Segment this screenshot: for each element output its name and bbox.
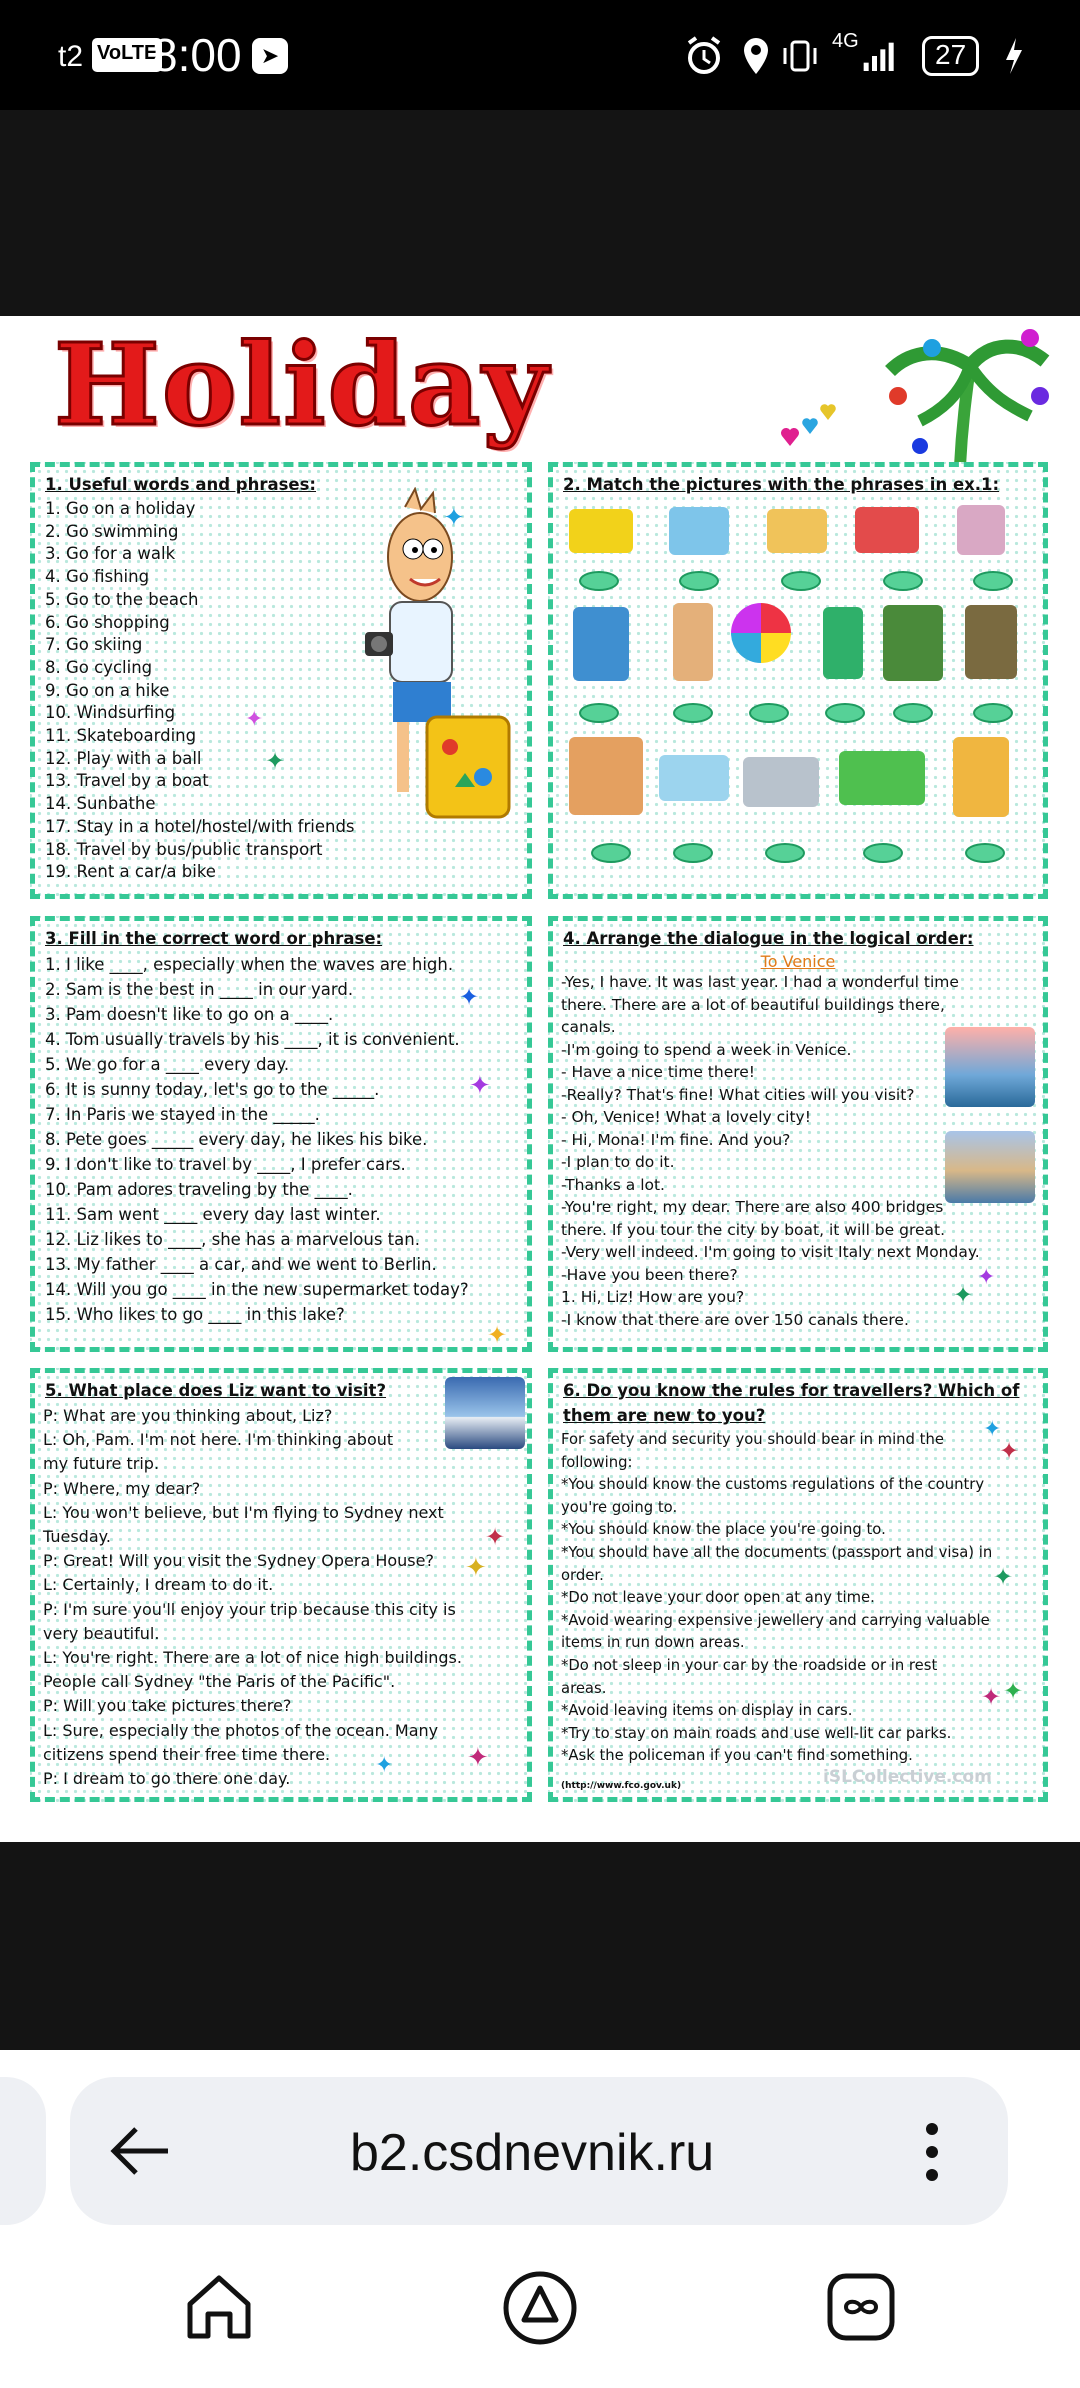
answer-oval[interactable] xyxy=(781,571,821,591)
tourist-illustration xyxy=(335,487,515,847)
answer-oval[interactable] xyxy=(863,843,903,863)
sunbathing-picture xyxy=(569,737,643,815)
alarm-icon xyxy=(684,34,724,78)
walking-picture xyxy=(673,603,713,681)
list-item: 14. Sunbathe xyxy=(45,794,156,814)
ball-picture xyxy=(731,603,791,663)
venice-bridge-photo xyxy=(945,1131,1035,1203)
answer-oval[interactable] xyxy=(591,843,631,863)
palm-tree-decoration xyxy=(880,326,1060,466)
list-item: 11. Skateboarding xyxy=(45,726,197,746)
list-item: 8. Pete goes _____ every day, he likes his bike. xyxy=(45,1130,428,1149)
dialogue-line: L: Oh, Pam. I'm not here. I'm thinking about xyxy=(43,1430,394,1450)
list-item: 1. I like ____, especially when the waves are high. xyxy=(45,955,454,974)
vibrate-icon xyxy=(780,34,820,78)
list-item: 13. My father ____ a car, and we went to Berlin. xyxy=(45,1255,437,1274)
rule-line: items in run down areas. xyxy=(561,1634,745,1652)
answer-oval[interactable] xyxy=(673,703,713,723)
dialogue-line: Tuesday. xyxy=(43,1527,111,1547)
dialogue-line: P: I dream to go there one day. xyxy=(43,1769,291,1789)
location-icon xyxy=(736,34,776,78)
boat-picture xyxy=(573,607,629,681)
list-item: 3. Pam doesn't like to go on a ____. xyxy=(45,1005,334,1024)
skateboarding-picture xyxy=(953,737,1009,817)
dialogue-line: - Have a nice time there! xyxy=(561,1063,756,1081)
worksheet-image[interactable] xyxy=(0,316,1080,1842)
dialogue-line: - Hi, Mona! I'm fine. And you? xyxy=(561,1130,791,1149)
list-item: 12. Liz likes to ____, she has a marvelous tan. xyxy=(45,1230,420,1249)
rule-line: *Try to stay on main roads and use well-lit car parks. xyxy=(561,1724,952,1742)
answer-oval[interactable] xyxy=(973,703,1013,723)
dialogue-line: -Yes, I have. It was last year. I had a wonderful time xyxy=(561,973,959,991)
answer-oval[interactable] xyxy=(579,571,619,591)
dialogue-line: L: Certainly, I dream to do it. xyxy=(43,1575,274,1595)
carrier-label: t2 xyxy=(58,40,84,73)
list-item: 6. It is sunny today, let's go to the _____. xyxy=(45,1080,380,1099)
rule-line: *You should have all the documents (passport and visa) in xyxy=(561,1543,993,1561)
source-link: (http://www.fco.gov.uk) xyxy=(561,1781,682,1791)
list-item: 8. Go cycling xyxy=(45,657,153,677)
sparkle-decoration: ✦ xyxy=(469,1071,491,1101)
section-traveller-rules xyxy=(548,1368,1048,1802)
list-item: 12. Play with a ball xyxy=(45,748,202,768)
list-item: 7. Go skiing xyxy=(45,635,143,655)
swimmer-picture xyxy=(659,755,729,801)
sparkle-decoration: ✦ xyxy=(467,1743,489,1773)
dialogue-line: -I'm going to spend a week in Venice. xyxy=(561,1040,852,1059)
sparkle-decoration: ✦ xyxy=(981,1683,1002,1711)
back-arrow-icon[interactable] xyxy=(108,2123,172,2179)
sparkle-decoration: ✦ xyxy=(245,707,264,732)
section-match-pictures xyxy=(548,462,1048,899)
home-icon[interactable] xyxy=(182,2270,256,2344)
previous-tab-edge[interactable] xyxy=(0,2077,46,2225)
list-item: 4. Go fishing xyxy=(45,567,150,587)
shopping-cart-picture xyxy=(743,757,819,807)
section-useful-words xyxy=(30,462,532,899)
answer-oval[interactable] xyxy=(825,703,865,723)
list-item: 19. Rent a car/a bike xyxy=(45,862,216,882)
fishing-picture xyxy=(883,605,943,681)
rule-line: order. xyxy=(561,1566,604,1584)
section-5-heading: 5. What place does Liz want to visit? xyxy=(45,1381,387,1400)
sparkle-decoration: ✦ xyxy=(465,1553,487,1583)
network-type-label: 4G xyxy=(832,30,859,52)
list-item: 2. Sam is the best in ____ in our yard. xyxy=(45,980,354,999)
dialogue-line: there. There are a lot of beautiful buildings there, xyxy=(561,995,945,1014)
sparkle-decoration: ✦ xyxy=(999,1437,1020,1465)
beach-picture xyxy=(767,509,827,553)
list-item: 18. Travel by bus/public transport xyxy=(45,839,323,859)
dialogue-line: -Very well indeed. I'm going to visit Italy next Monday. xyxy=(561,1243,980,1261)
browser-bottom-bar xyxy=(0,2050,1080,2388)
dialogue-line: L: You won't believe, but I'm flying to Sydney next xyxy=(43,1502,444,1522)
dialogue-line: -Really? That's fine! What cities will you visit? xyxy=(561,1085,915,1104)
answer-oval[interactable] xyxy=(765,843,805,863)
sparkle-decoration: ✦ xyxy=(485,1523,506,1551)
sparkle-decoration: ✦ xyxy=(265,747,286,775)
dialogue-line: P: What are you thinking about, Liz? xyxy=(43,1406,333,1425)
list-item: 1. Go on a holiday xyxy=(45,499,196,518)
list-item: 5. We go for a ____ every day. xyxy=(45,1055,290,1074)
rule-line: *Avoid wearing expensive jewellery and carrying valuable xyxy=(561,1611,990,1629)
list-item: 10. Pam adores traveling by the ____. xyxy=(45,1180,353,1199)
list-item: 5. Go to the beach xyxy=(45,589,199,609)
section-2-heading: 2. Match the pictures with the phrases in ex.1: xyxy=(563,475,1000,494)
dialogue-line: 1. Hi, Liz! How are you? xyxy=(561,1288,745,1306)
section-4-heading: 4. Arrange the dialogue in the logical order: xyxy=(563,929,974,948)
sparkle-decoration: ✦ xyxy=(1003,1677,1024,1705)
telegram-notification-icon: ➤ xyxy=(252,38,288,74)
dialogue-line: People call Sydney "the Paris of the Pacific". xyxy=(43,1672,396,1692)
answer-oval[interactable] xyxy=(579,703,619,723)
answer-oval[interactable] xyxy=(893,703,933,723)
list-item: 11. Sam went ____ every day last winter. xyxy=(45,1205,381,1224)
rule-line: *Do not leave your door open at any time. xyxy=(561,1589,875,1607)
dialogue-line: citizens spend their free time there. xyxy=(43,1744,331,1764)
rule-line: For safety and security you should bear in mind the xyxy=(561,1431,944,1448)
dialogue-line: P: Great! Will you visit the Sydney Opera House? xyxy=(43,1551,434,1571)
sparkle-decoration: ✦ xyxy=(443,503,465,533)
answer-oval[interactable] xyxy=(673,843,713,863)
section-arrange-dialogue xyxy=(548,916,1048,1352)
hiking-picture xyxy=(965,605,1017,679)
hearts-decoration xyxy=(780,386,860,466)
charging-icon xyxy=(1002,34,1026,78)
answer-oval[interactable] xyxy=(749,703,789,723)
answer-oval[interactable] xyxy=(679,571,719,591)
dialogue-line: L: You're right. There are a lot of nice high buildings. xyxy=(43,1648,462,1668)
assistant-icon[interactable] xyxy=(502,2270,578,2346)
section-1-heading: 1. Useful words and phrases: xyxy=(45,475,317,494)
dialogue-line: -Have you been there? xyxy=(561,1265,738,1284)
car-picture xyxy=(569,509,633,553)
list-item: 9. Go on a hike xyxy=(45,680,170,700)
bus-picture xyxy=(839,751,925,805)
list-item: 6. Go shopping xyxy=(45,612,170,632)
list-item: 13. Travel by a boat xyxy=(45,771,209,791)
more-options-icon[interactable] xyxy=(922,2119,942,2185)
dialogue-line: -You're right, my dear. There are also 400 bridges xyxy=(561,1198,944,1216)
tabs-icon[interactable] xyxy=(824,2270,898,2344)
hotel-picture xyxy=(855,507,919,553)
list-item: 9. I don't like to travel by ____, I prefer cars. xyxy=(45,1155,406,1174)
list-item: 15. Who likes to go ____ in this lake? xyxy=(45,1305,345,1324)
watermark: iSLCollective.com xyxy=(823,1767,992,1787)
list-item: 7. In Paris we stayed in the _____. xyxy=(45,1105,320,1124)
rule-line: *Do not sleep in your car by the roadside or in rest xyxy=(561,1656,938,1674)
dialogue-line: there. If you tour the city by boat, it will be great. xyxy=(561,1220,946,1239)
rule-line: *Ask the policeman if you can't find something. xyxy=(561,1747,913,1765)
list-item: 2. Go swimming xyxy=(45,521,179,541)
dialogue-line: L: Sure, especially the photos of the ocean. Many xyxy=(43,1720,439,1740)
clock: 8:00 xyxy=(152,29,242,81)
answer-oval[interactable] xyxy=(973,571,1013,591)
swimming-picture xyxy=(823,607,863,679)
sparkle-decoration: ✦ xyxy=(983,1417,1002,1442)
dialogue-line: -I know that there are over 150 canals there. xyxy=(561,1310,909,1329)
dialogue-line: -Thanks a lot. xyxy=(561,1175,665,1194)
sparkle-decoration: ✦ xyxy=(375,1753,394,1778)
dialogue-line: my future trip. xyxy=(43,1454,160,1474)
answer-oval[interactable] xyxy=(965,843,1005,863)
list-item: 17. Stay in a hotel/hostel/with friends xyxy=(45,816,355,836)
rule-line: *Avoid leaving items on display in cars. xyxy=(561,1702,853,1720)
cycling-picture xyxy=(957,505,1005,555)
sparkle-decoration: ✦ xyxy=(977,1265,996,1290)
dialogue-line: P: Where, my dear? xyxy=(43,1478,201,1498)
url-text[interactable]: b2.csdnevnik.ru xyxy=(350,2124,715,2182)
rule-line: you're going to. xyxy=(561,1498,678,1516)
list-item: 4. Tom usually travels by his ____, it is convenient. xyxy=(45,1030,460,1049)
worksheet-title: Holiday xyxy=(54,320,550,451)
battery-level: 27 xyxy=(922,36,979,76)
windsurfing-picture xyxy=(669,507,729,555)
list-item: 10. Windsurfing xyxy=(45,703,176,723)
rule-line: *You should know the customs regulations of the country xyxy=(561,1476,985,1494)
sparkle-decoration: ✦ xyxy=(993,1563,1014,1591)
dialogue-subtitle: To Venice xyxy=(760,952,836,971)
sydney-opera-photo xyxy=(445,1377,525,1449)
dialogue-line: very beautiful. xyxy=(43,1623,160,1643)
rule-line: areas. xyxy=(561,1679,607,1697)
section-fill-in xyxy=(30,916,532,1352)
sparkle-decoration: ✦ xyxy=(487,1321,508,1349)
dialogue-line: P: Will you take pictures there? xyxy=(43,1696,292,1716)
list-item: 14. Will you go ____ in the new supermarket today? xyxy=(45,1280,469,1299)
dialogue-line: - Oh, Venice! What a lovely city! xyxy=(561,1108,811,1126)
sparkle-decoration: ✦ xyxy=(953,1281,974,1309)
address-bar[interactable] xyxy=(70,2077,1008,2225)
sparkle-decoration: ✦ xyxy=(459,983,480,1011)
venice-photo xyxy=(945,1027,1035,1107)
answer-oval[interactable] xyxy=(883,571,923,591)
signal-icon xyxy=(862,34,902,78)
rule-line: following: xyxy=(561,1453,633,1471)
section-6-heading-cont: them are new to you? xyxy=(563,1406,766,1425)
list-item: 3. Go for a walk xyxy=(45,544,176,564)
section-3-heading: 3. Fill in the correct word or phrase: xyxy=(45,929,383,948)
dialogue-line: -I plan to do it. xyxy=(561,1153,675,1171)
volte-badge: VoLTE xyxy=(92,38,162,72)
section-6-heading: 6. Do you know the rules for travellers? Which of xyxy=(563,1381,1020,1400)
dialogue-line: canals. xyxy=(561,1018,616,1036)
section-liz-trip xyxy=(30,1368,532,1802)
dialogue-line: P: I'm sure you'll enjoy your trip because this city is xyxy=(43,1599,456,1619)
rule-line: *You should know the place you're going to. xyxy=(561,1521,886,1539)
status-bar xyxy=(0,0,1080,110)
